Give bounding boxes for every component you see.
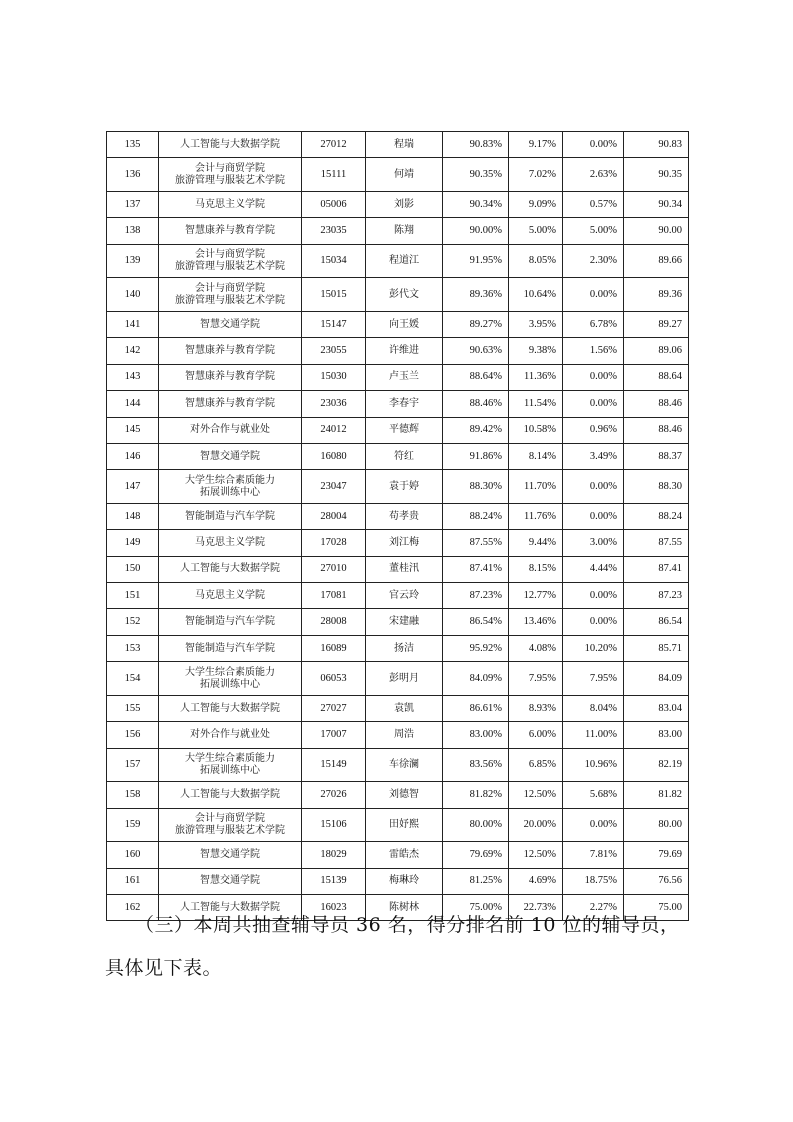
rank-cell: 138 [107,218,159,244]
rate-a-cell: 81.82% [443,782,509,808]
department-line: 拓展训练中心 [200,764,260,776]
rate-b-cell: 9.38% [509,338,563,364]
rate-a-cell: 91.86% [443,443,509,469]
staff-id-cell: 18029 [302,842,366,868]
rank-cell: 147 [107,470,159,504]
department-line: 智慧康养与教育学院 [185,371,275,383]
rate-c-cell: 0.00% [563,364,624,390]
rate-b-cell: 6.00% [509,722,563,748]
name-cell: 车徐澜 [366,748,443,782]
staff-id-cell: 23055 [302,338,366,364]
score-cell: 83.04 [624,695,689,721]
score-cell: 89.36 [624,278,689,312]
department-line: 旅游管理与服装艺术学院 [175,824,285,836]
department-line: 大学生综合素质能力 [185,474,275,486]
score-cell: 82.19 [624,748,689,782]
department-line: 智能制造与汽车学院 [185,616,275,628]
rank-cell: 155 [107,695,159,721]
name-cell: 刘江梅 [366,530,443,556]
department-line: 会计与商贸学院 [195,282,265,294]
name-cell: 雷皓杰 [366,842,443,868]
rate-a-cell: 80.00% [443,808,509,842]
department-line: 智慧交通学院 [200,318,260,330]
rate-b-cell: 12.77% [509,583,563,609]
score-cell: 90.00 [624,218,689,244]
table-row [107,556,689,582]
rate-b-cell: 8.93% [509,695,563,721]
table-row [107,218,689,244]
rate-a-cell: 86.54% [443,609,509,635]
department-cell [159,609,302,635]
rate-a-cell: 90.00% [443,218,509,244]
staff-id-cell: 15106 [302,808,366,842]
department-cell [159,443,302,469]
rate-c-cell: 11.00% [563,722,624,748]
staff-id-cell: 15015 [302,278,366,312]
score-cell: 89.06 [624,338,689,364]
rank-cell: 150 [107,556,159,582]
department-line: 大学生综合素质能力 [185,666,275,678]
staff-id-cell: 15034 [302,244,366,278]
table-row [107,503,689,529]
rate-b-cell: 12.50% [509,842,563,868]
rate-a-cell: 88.64% [443,364,509,390]
rate-c-cell: 4.44% [563,556,624,582]
rate-c-cell: 7.95% [563,662,624,696]
rate-b-cell: 11.76% [509,503,563,529]
score-cell: 75.00 [624,894,689,920]
department-cell [159,132,302,158]
rate-a-cell: 89.27% [443,311,509,337]
table-row [107,311,689,337]
score-cell: 87.41 [624,556,689,582]
staff-id-cell: 17081 [302,583,366,609]
rate-c-cell: 5.68% [563,782,624,808]
table-row [107,364,689,390]
score-cell: 88.24 [624,503,689,529]
rate-c-cell: 2.30% [563,244,624,278]
rate-b-cell: 4.08% [509,635,563,661]
score-cell: 90.35 [624,158,689,192]
staff-id-cell: 15149 [302,748,366,782]
rate-c-cell: 3.49% [563,443,624,469]
department-cell [159,695,302,721]
name-cell: 扬洁 [366,635,443,661]
table-row [107,530,689,556]
staff-id-cell: 28004 [302,503,366,529]
name-cell: 向王媛 [366,311,443,337]
rate-c-cell: 0.00% [563,609,624,635]
staff-id-cell: 27027 [302,695,366,721]
department-line: 大学生综合素质能力 [185,752,275,764]
staff-id-cell: 16089 [302,635,366,661]
department-line: 旅游管理与服装艺术学院 [175,174,285,186]
department-cell [159,782,302,808]
department-line: 马克思主义学院 [195,536,265,548]
department-line: 对外合作与就业处 [190,424,270,436]
table-row [107,443,689,469]
score-cell: 87.55 [624,530,689,556]
rate-c-cell: 8.04% [563,695,624,721]
name-cell: 平德辉 [366,417,443,443]
rate-c-cell: 0.00% [563,391,624,417]
table-row [107,278,689,312]
department-cell [159,338,302,364]
name-cell: 陈树林 [366,894,443,920]
table-row [107,158,689,192]
rate-a-cell: 88.24% [443,503,509,529]
section-paragraph [105,901,705,990]
rate-b-cell: 5.00% [509,218,563,244]
department-cell [159,218,302,244]
score-cell: 76.56 [624,868,689,894]
rank-cell: 151 [107,583,159,609]
rate-a-cell: 79.69% [443,842,509,868]
rank-cell: 144 [107,391,159,417]
department-line: 马克思主义学院 [195,589,265,601]
department-cell [159,503,302,529]
rate-c-cell: 0.00% [563,470,624,504]
paragraph-line-1: （三）本周共抽查辅导员 36 名，得分排名前 10 位的辅导员， [135,914,680,936]
rate-a-cell: 83.56% [443,748,509,782]
score-cell: 88.64 [624,364,689,390]
department-line: 旅游管理与服装艺术学院 [175,261,285,273]
staff-id-cell: 23036 [302,391,366,417]
rate-a-cell: 81.25% [443,868,509,894]
department-line: 人工智能与大数据学院 [180,788,280,800]
department-line: 会计与商贸学院 [195,812,265,824]
rate-a-cell: 87.41% [443,556,509,582]
staff-id-cell: 15030 [302,364,366,390]
score-cell: 89.66 [624,244,689,278]
name-cell: 许维进 [366,338,443,364]
rate-c-cell: 10.20% [563,635,624,661]
rank-cell: 159 [107,808,159,842]
rate-c-cell: 7.81% [563,842,624,868]
name-cell: 袁凯 [366,695,443,721]
rate-b-cell: 8.05% [509,244,563,278]
department-cell [159,417,302,443]
department-cell [159,842,302,868]
rate-c-cell: 1.56% [563,338,624,364]
rate-b-cell: 6.85% [509,748,563,782]
rate-b-cell: 9.17% [509,132,563,158]
department-line: 拓展训练中心 [200,486,260,498]
rate-c-cell: 0.96% [563,417,624,443]
rate-b-cell: 9.09% [509,191,563,217]
score-cell: 90.83 [624,132,689,158]
rate-b-cell: 11.54% [509,391,563,417]
counselor-score-table [106,131,689,921]
rank-cell: 162 [107,894,159,920]
rate-b-cell: 10.58% [509,417,563,443]
staff-id-cell: 23035 [302,218,366,244]
department-cell [159,583,302,609]
rate-c-cell: 10.96% [563,748,624,782]
name-cell: 田妤熙 [366,808,443,842]
table-row [107,338,689,364]
name-cell: 程道江 [366,244,443,278]
rank-cell: 160 [107,842,159,868]
rate-a-cell: 86.61% [443,695,509,721]
rate-c-cell: 0.00% [563,503,624,529]
rank-cell: 153 [107,635,159,661]
name-cell: 卢玉兰 [366,364,443,390]
department-cell [159,311,302,337]
score-cell: 88.46 [624,391,689,417]
name-cell: 袁于婷 [366,470,443,504]
rate-a-cell: 90.63% [443,338,509,364]
rate-c-cell: 2.27% [563,894,624,920]
rate-a-cell: 90.83% [443,132,509,158]
rank-cell: 146 [107,443,159,469]
score-cell: 84.09 [624,662,689,696]
department-line: 智慧康养与教育学院 [185,345,275,357]
table-row [107,868,689,894]
department-cell [159,808,302,842]
department-cell [159,748,302,782]
rate-a-cell: 83.00% [443,722,509,748]
department-line: 智能制造与汽车学院 [185,642,275,654]
name-cell: 官云玲 [366,583,443,609]
rank-cell: 154 [107,662,159,696]
department-line: 对外合作与就业处 [190,728,270,740]
department-line: 智慧康养与教育学院 [185,225,275,237]
name-cell: 周浩 [366,722,443,748]
department-line: 人工智能与大数据学院 [180,702,280,714]
score-cell: 88.37 [624,443,689,469]
department-line: 人工智能与大数据学院 [180,901,280,913]
department-line: 智慧交通学院 [200,875,260,887]
rate-a-cell: 87.23% [443,583,509,609]
rate-b-cell: 8.15% [509,556,563,582]
score-cell: 80.00 [624,808,689,842]
rate-c-cell: 3.00% [563,530,624,556]
name-cell: 苟孝贵 [366,503,443,529]
rate-b-cell: 9.44% [509,530,563,556]
department-cell [159,722,302,748]
table-row [107,417,689,443]
table-row [107,722,689,748]
rank-cell: 135 [107,132,159,158]
rank-cell: 143 [107,364,159,390]
rate-b-cell: 7.02% [509,158,563,192]
table-row [107,635,689,661]
table-row [107,470,689,504]
score-cell: 79.69 [624,842,689,868]
name-cell: 宋建融 [366,609,443,635]
rate-a-cell: 89.36% [443,278,509,312]
department-cell [159,158,302,192]
table-row [107,808,689,842]
department-cell [159,278,302,312]
department-cell [159,868,302,894]
staff-id-cell: 28008 [302,609,366,635]
department-line: 人工智能与大数据学院 [180,563,280,575]
department-cell [159,191,302,217]
score-cell: 87.23 [624,583,689,609]
rate-b-cell: 4.69% [509,868,563,894]
name-cell: 刘影 [366,191,443,217]
department-cell [159,244,302,278]
table-row [107,842,689,868]
name-cell: 董桂汛 [366,556,443,582]
department-cell [159,470,302,504]
department-line: 智能制造与汽车学院 [185,510,275,522]
staff-id-cell: 24012 [302,417,366,443]
rate-b-cell: 13.46% [509,609,563,635]
staff-id-cell: 17007 [302,722,366,748]
rank-cell: 139 [107,244,159,278]
table-row [107,662,689,696]
rate-a-cell: 90.34% [443,191,509,217]
rank-cell: 149 [107,530,159,556]
department-line: 智慧康养与教育学院 [185,397,275,409]
staff-id-cell: 27010 [302,556,366,582]
rate-b-cell: 3.95% [509,311,563,337]
name-cell: 符红 [366,443,443,469]
rate-b-cell: 8.14% [509,443,563,469]
staff-id-cell: 17028 [302,530,366,556]
rank-cell: 137 [107,191,159,217]
rank-cell: 145 [107,417,159,443]
rate-c-cell: 6.78% [563,311,624,337]
table-row [107,191,689,217]
department-line: 拓展训练中心 [200,678,260,690]
department-line: 智慧交通学院 [200,848,260,860]
rate-c-cell: 0.57% [563,191,624,217]
score-cell: 89.27 [624,311,689,337]
name-cell: 彭代文 [366,278,443,312]
staff-id-cell: 27012 [302,132,366,158]
paragraph-line-2: 具体见下表。 [105,957,223,979]
score-cell: 90.34 [624,191,689,217]
table-row [107,748,689,782]
rank-cell: 161 [107,868,159,894]
staff-id-cell: 16023 [302,894,366,920]
department-line: 马克思主义学院 [195,198,265,210]
staff-id-cell: 27026 [302,782,366,808]
rate-a-cell: 84.09% [443,662,509,696]
score-cell: 88.30 [624,470,689,504]
rate-c-cell: 0.00% [563,278,624,312]
rate-b-cell: 12.50% [509,782,563,808]
score-cell: 85.71 [624,635,689,661]
rank-cell: 156 [107,722,159,748]
rank-cell: 142 [107,338,159,364]
rate-b-cell: 11.70% [509,470,563,504]
rank-cell: 157 [107,748,159,782]
name-cell: 梅琳玲 [366,868,443,894]
rate-c-cell: 5.00% [563,218,624,244]
score-cell: 83.00 [624,722,689,748]
rate-a-cell: 88.30% [443,470,509,504]
department-cell [159,364,302,390]
rate-c-cell: 2.63% [563,158,624,192]
department-cell [159,635,302,661]
table-body [107,132,689,921]
rank-cell: 158 [107,782,159,808]
score-cell: 81.82 [624,782,689,808]
table-row [107,583,689,609]
staff-id-cell: 16080 [302,443,366,469]
table-row [107,244,689,278]
rank-cell: 136 [107,158,159,192]
rate-b-cell: 11.36% [509,364,563,390]
rate-a-cell: 88.46% [443,391,509,417]
department-line: 会计与商贸学院 [195,162,265,174]
name-cell: 何靖 [366,158,443,192]
rank-cell: 141 [107,311,159,337]
rate-c-cell: 0.00% [563,583,624,609]
department-cell [159,391,302,417]
name-cell: 程瑞 [366,132,443,158]
rate-b-cell: 7.95% [509,662,563,696]
department-cell [159,662,302,696]
table-row [107,132,689,158]
rate-c-cell: 0.00% [563,808,624,842]
name-cell: 李春宇 [366,391,443,417]
name-cell: 彭明月 [366,662,443,696]
rate-c-cell: 18.75% [563,868,624,894]
rate-c-cell: 0.00% [563,132,624,158]
department-line: 会计与商贸学院 [195,249,265,261]
table-row [107,391,689,417]
name-cell: 陈翔 [366,218,443,244]
table-row [107,609,689,635]
department-line: 旅游管理与服装艺术学院 [175,294,285,306]
rate-a-cell: 75.00% [443,894,509,920]
department-line: 智慧交通学院 [200,450,260,462]
rank-cell: 140 [107,278,159,312]
department-line: 人工智能与大数据学院 [180,138,280,150]
department-cell [159,556,302,582]
rate-b-cell: 10.64% [509,278,563,312]
table-row [107,782,689,808]
rate-b-cell: 22.73% [509,894,563,920]
staff-id-cell: 05006 [302,191,366,217]
rate-a-cell: 90.35% [443,158,509,192]
staff-id-cell: 15147 [302,311,366,337]
staff-id-cell: 06053 [302,662,366,696]
staff-id-cell: 15139 [302,868,366,894]
rank-cell: 148 [107,503,159,529]
rate-a-cell: 89.42% [443,417,509,443]
rate-a-cell: 95.92% [443,635,509,661]
rate-b-cell: 20.00% [509,808,563,842]
department-cell [159,530,302,556]
name-cell: 刘德智 [366,782,443,808]
rate-a-cell: 87.55% [443,530,509,556]
rank-cell: 152 [107,609,159,635]
score-cell: 88.46 [624,417,689,443]
staff-id-cell: 23047 [302,470,366,504]
staff-id-cell: 15111 [302,158,366,192]
rate-a-cell: 91.95% [443,244,509,278]
score-cell: 86.54 [624,609,689,635]
table-row [107,695,689,721]
